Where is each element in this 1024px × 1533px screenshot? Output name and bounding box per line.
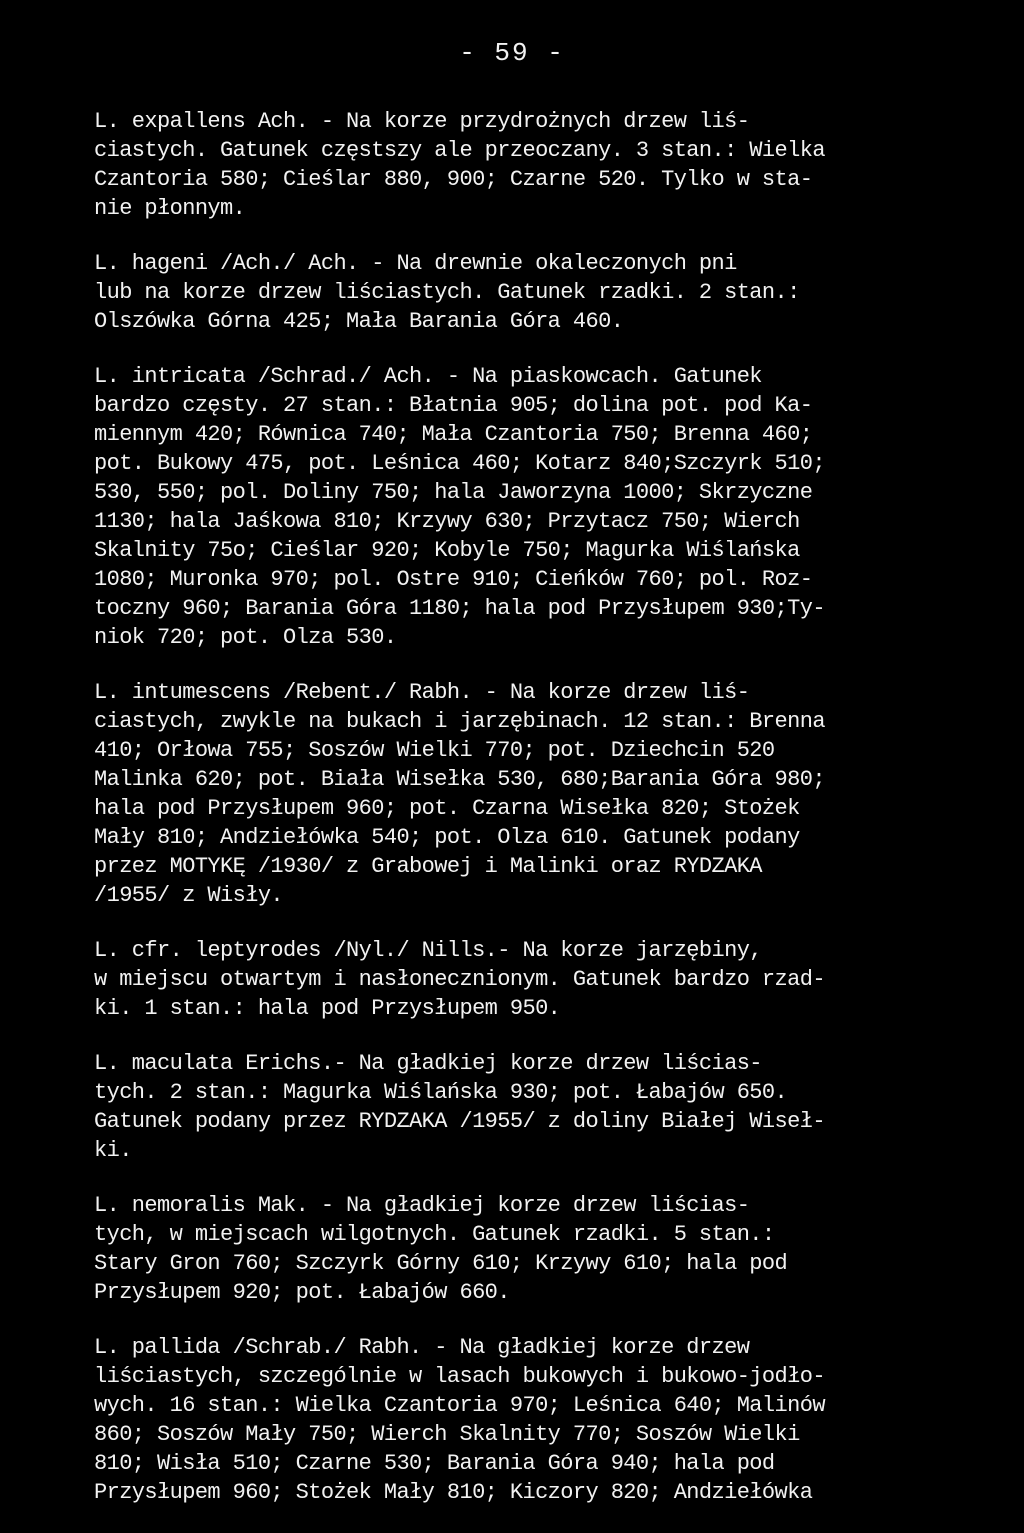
entry-lecanora-nemoralis: [94, 1191, 934, 1307]
text-line: nie płonnym.: [94, 196, 246, 221]
text-line: 1080; Muronka 970; pol. Ostre 910; Cieńków 760; pol. Roz-: [94, 567, 813, 592]
text-line: L. cfr. leptyrodes /Nyl./ Nills.- Na korze jarzębiny,: [94, 938, 762, 963]
text-line: miennym 420; Równica 740; Mała Czantoria 750; Brenna 460;: [94, 422, 813, 447]
text-line: liściastych, szczególnie w lasach bukowych i bukowo-jodło-: [94, 1364, 825, 1389]
text-line: 810; Wisła 510; Czarne 530; Barania Góra 940; hala pod: [94, 1451, 775, 1476]
text-line: tych. 2 stan.: Magurka Wiślańska 930; pot. Łabajów 650.: [94, 1080, 788, 1105]
text-line: Przysłupem 920; pot. Łabajów 660.: [94, 1280, 510, 1305]
text-line: L. intricata /Schrad./ Ach. - Na piaskowcach. Gatunek: [94, 364, 762, 389]
entry-lecanora-pallida: [94, 1333, 934, 1507]
text-line: ciastych, zwykle na bukach i jarzębinach. 12 stan.: Brenna: [94, 709, 825, 734]
text-line: toczny 960; Barania Góra 1180; hala pod Przysłupem 930;Ty-: [94, 596, 825, 621]
text-line: Czantoria 580; Cieślar 880, 900; Czarne 520. Tylko w sta-: [94, 167, 813, 192]
text-line: L. hageni /Ach./ Ach. - Na drewnie okaleczonych pni: [94, 251, 737, 276]
text-line: Mały 810; Andziełówka 540; pot. Olza 610. Gatunek podany: [94, 825, 800, 850]
text-line: ki.: [94, 1138, 132, 1163]
page-number: - 59 -: [459, 38, 565, 68]
text-line: przez MOTYKĘ /1930/ z Grabowej i Malinki oraz RYDZAKA: [94, 854, 762, 879]
text-line: 860; Soszów Mały 750; Wierch Skalnity 770; Soszów Wielki: [94, 1422, 800, 1447]
entry-lecanora-intumescens: [94, 678, 934, 910]
text-line: wych. 16 stan.: Wielka Czantoria 970; Leśnica 640; Malinów: [94, 1393, 825, 1418]
text-line: niok 720; pot. Olza 530.: [94, 625, 397, 650]
text-line: 410; Orłowa 755; Soszów Wielki 770; pot. Dziechcin 520: [94, 738, 775, 763]
text-line: L. pallida /Schrab./ Rabh. - Na gładkiej korze drzew: [94, 1335, 750, 1360]
text-line: pot. Bukowy 475, pot. Leśnica 460; Kotarz 840;Szczyrk 510;: [94, 451, 825, 476]
text-line: Stary Gron 760; Szczyrk Górny 610; Krzywy 610; hala pod: [94, 1251, 788, 1276]
text-line: Gatunek podany przez RYDZAKA /1955/ z doliny Białej Wiseł-: [94, 1109, 825, 1134]
text-line: w miejscu otwartym i nasłonecznionym. Gatunek bardzo rzad-: [94, 967, 825, 992]
text-line: hala pod Przysłupem 960; pot. Czarna Wisełka 820; Stożek: [94, 796, 800, 821]
text-line: 1130; hala Jaśkowa 810; Krzywy 630; Przytacz 750; Wierch: [94, 509, 800, 534]
text-line: /1955/ z Wisły.: [94, 883, 284, 908]
text-line: bardzo częsty. 27 stan.: Błatnia 905; dolina pot. pod Ka-: [94, 393, 813, 418]
text-line: ki. 1 stan.: hala pod Przysłupem 950.: [94, 996, 561, 1021]
text-line: Skalnity 75o; Cieślar 920; Kobyle 750; Magurka Wiślańska: [94, 538, 800, 563]
page-body: [94, 107, 934, 1533]
text-line: L. nemoralis Mak. - Na gładkiej korze drzew liścias-: [94, 1193, 750, 1218]
text-line: L. maculata Erichs.- Na gładkiej korze drzew liścias-: [94, 1051, 762, 1076]
text-line: Przysłupem 960; Stożek Mały 810; Kiczory 820; Andziełówka: [94, 1480, 813, 1505]
text-line: Olszówka Górna 425; Mała Barania Góra 460.: [94, 309, 624, 334]
entry-lecanora-maculata: [94, 1049, 934, 1165]
entry-lecanora-expallens: [94, 107, 934, 223]
text-line: Malinka 620; pot. Biała Wisełka 530, 680;Barania Góra 980;: [94, 767, 825, 792]
entry-lecanora-intricata: [94, 362, 934, 652]
text-line: ciastych. Gatunek częstszy ale przeoczany. 3 stan.: Wielka: [94, 138, 825, 163]
text-line: L. intumescens /Rebent./ Rabh. - Na korze drzew liś-: [94, 680, 750, 705]
entry-lecanora-hageni: [94, 249, 934, 336]
entry-lecanora-leptyrodes: [94, 936, 934, 1023]
text-line: 530, 550; pol. Doliny 750; hala Jaworzyna 1000; Skrzyczne: [94, 480, 813, 505]
text-line: tych, w miejscach wilgotnych. Gatunek rzadki. 5 stan.:: [94, 1222, 775, 1247]
text-line: lub na korze drzew liściastych. Gatunek rzadki. 2 stan.:: [94, 280, 800, 305]
text-line: L. expallens Ach. - Na korze przydrożnych drzew liś-: [94, 109, 750, 134]
